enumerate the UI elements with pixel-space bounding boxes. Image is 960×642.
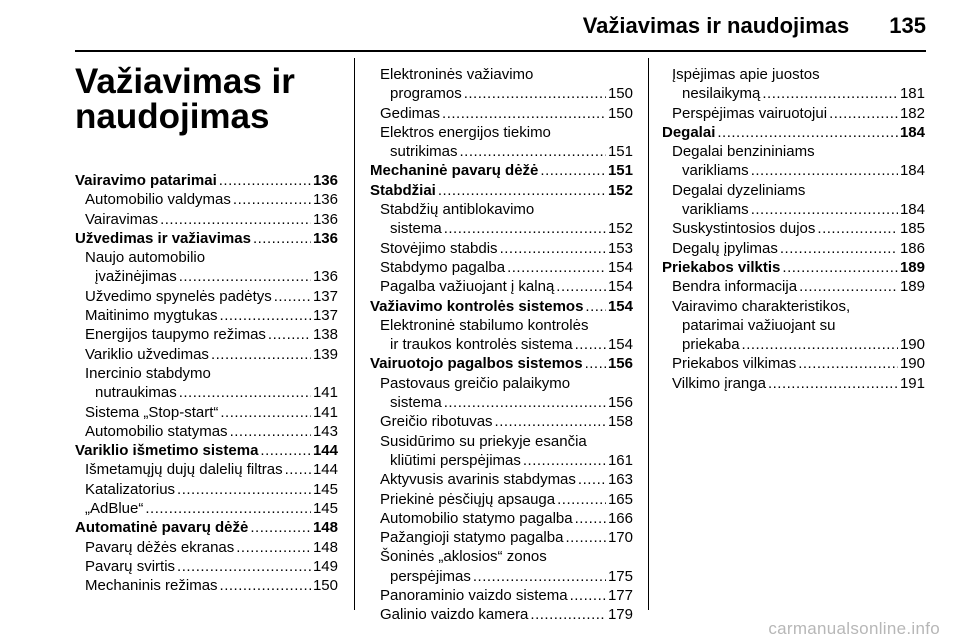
toc-entry-text: Įspėjimas apie juostos [672,66,820,83]
toc-entry-text: „AdBlue“ [85,500,144,518]
toc-entry-text: Automobilio valdymas [85,191,231,209]
toc-entry[interactable] [662,104,925,123]
toc-page-number: 143 [312,422,338,440]
toc-entry-multiline[interactable] [370,316,633,355]
toc-page-number: 151 [607,162,633,180]
toc-entry-text: Priekabos vilkimas [672,355,797,373]
toc-page-number: 154 [607,336,633,354]
toc-entry-multiline[interactable] [75,248,338,287]
toc-entry-text: sutrikimas [390,143,458,161]
toc-entry-text: Automobilio statymas [85,422,228,440]
dot-leader [220,576,311,595]
toc-page-number: 156 [607,355,633,373]
dot-leader [177,480,311,499]
toc-column-3 [662,65,925,393]
dot-leader [585,297,606,316]
toc-page-number: 175 [607,567,633,585]
toc-page-number: 150 [607,85,633,103]
column-divider [648,58,649,610]
toc-entry-text: Užvedimas ir važiavimas [75,229,251,247]
toc-entry-text: varikliams [682,162,749,180]
toc-entry-multiline[interactable] [370,200,633,239]
toc-page-number: 154 [607,297,633,315]
toc-page-number: 184 [899,201,925,219]
toc-entry-text: Sistema „Stop-start“ [85,403,219,421]
toc-entry-text: priekaba [682,336,740,354]
dot-leader [495,412,606,431]
dot-leader [717,123,898,142]
dot-leader [236,538,311,557]
toc-entry-multiline[interactable] [662,297,925,355]
toc-page-number: 148 [312,538,338,556]
toc-section-entry[interactable] [370,297,633,316]
toc-entry-text: Vairavimo patarimai [75,172,217,189]
dot-leader [578,470,606,489]
toc-entry[interactable] [75,403,338,422]
toc-page-number: 185 [899,220,925,238]
toc-entry-text: Stabdymo pagalba [380,258,506,276]
toc-page-number: 186 [899,239,925,257]
dot-leader [444,219,606,238]
toc-entry-last-line[interactable] [370,219,633,238]
toc-page-number: 150 [607,104,633,122]
dot-leader [285,460,311,479]
toc-section-entry[interactable] [75,441,338,460]
toc-entry-text: Stabdžių antiblokavimo [380,201,535,219]
toc-entry-text: sistema [390,220,442,238]
toc-entry-text: Pastovaus greičio palaikymo [380,374,571,392]
dot-leader [179,383,311,402]
toc-page-number: 182 [899,104,925,122]
dot-leader [219,171,311,190]
header-title: Važiavimas ir naudojimas [582,13,850,38]
dot-leader [442,104,606,123]
toc-entry[interactable] [370,412,633,431]
toc-entry-multiline[interactable] [370,547,633,586]
toc-page-number: 151 [607,143,633,161]
dot-leader [444,393,606,412]
dot-leader [274,287,311,306]
toc-entry-text: Panoraminio vaizdo sistema [380,587,568,605]
dot-leader [211,345,311,364]
dot-leader [253,229,311,248]
toc-entry-text: Užvedimo spynelės padėtys [85,287,272,305]
toc-entry-text: Priekabos vilktis [662,258,781,276]
toc-entry-text: Degalai benzininiams [672,143,815,161]
toc-page-number: 148 [312,519,338,537]
toc-entry-text: Greičio ribotuvas [380,413,493,431]
toc-section-entry[interactable] [370,181,633,200]
dot-leader [220,403,311,422]
toc-entry-text: Energijos taupymo režimas [85,326,266,344]
dot-leader [260,441,311,460]
toc-entry-text: Pavarų svirtis [85,557,176,575]
toc-entry-text: Naujo automobilio [85,249,206,267]
toc-entry-multiline[interactable] [370,65,633,104]
dot-leader [220,306,311,325]
toc-section-entry[interactable] [75,171,338,190]
toc-section-entry[interactable] [75,229,338,248]
toc-entry[interactable] [75,325,338,344]
toc-entry-last-line[interactable] [370,335,633,354]
toc-page-number: 136 [312,268,338,286]
toc-page-number: 189 [899,278,925,296]
toc-entry[interactable] [75,345,338,364]
toc-entry-multiline[interactable] [662,65,925,104]
toc-page-number: 136 [312,210,338,228]
dot-leader [523,451,606,470]
toc-entry[interactable] [370,509,633,528]
dot-leader [575,335,606,354]
toc-entry-text: patarimai važiuojant su [682,316,836,334]
dot-leader [145,499,311,518]
dot-leader [160,210,311,229]
toc-entry-text: Pažangioji statymo pagalba [380,529,564,547]
toc-page-number: 137 [312,307,338,325]
toc-entry-text: Katalizatorius [85,480,176,498]
toc-entry[interactable] [75,287,338,306]
toc-entry-multiline[interactable] [370,432,633,471]
toc-entry[interactable] [75,499,338,518]
dot-leader [540,161,606,180]
toc-entry-text: Mechaninis režimas [85,577,218,595]
toc-entry-text: Vairuotojo pagalbos sistemos [370,355,583,373]
dot-leader [177,557,311,576]
toc-section-entry[interactable] [662,258,925,277]
toc-page-number: 141 [312,403,338,421]
toc-entry-text: Stovėjimo stabdis [380,239,498,257]
toc-entry[interactable] [75,538,338,557]
toc-entry-last-line[interactable] [662,200,925,219]
dot-leader [762,84,898,103]
toc-page-number: 138 [312,326,338,344]
dot-leader [268,325,311,344]
toc-entry-text: programos [390,85,462,103]
toc-entry-text: Elektroninė stabilumo kontrolės [380,316,589,334]
toc-page-number: 141 [312,384,338,402]
column-divider [354,58,355,610]
watermark: carmanualsonline.info [768,619,940,638]
toc-entry[interactable] [662,374,925,393]
toc-page-number: 170 [607,529,633,547]
toc-page-number: 154 [607,278,633,296]
toc-page-number: 136 [312,229,338,247]
toc-page-number: 156 [607,394,633,412]
toc-entry-text: Maitinimo mygtukas [85,307,218,325]
dot-leader [817,219,898,238]
toc-page-number: 163 [607,471,633,489]
toc-entry[interactable] [662,277,925,296]
toc-page-number: 177 [607,587,633,605]
toc-entry[interactable] [75,306,338,325]
toc-entry-text: Automatinė pavarų dėžė [75,519,249,537]
toc-entry-last-line[interactable] [662,161,925,180]
toc-page-number: 161 [607,451,633,469]
dot-leader [575,509,606,528]
dot-leader [751,161,898,180]
toc-entry-multiline[interactable] [370,374,633,413]
dot-leader [799,277,898,296]
toc-entry-text: Variklio išmetimo sistema [75,442,259,460]
toc-entry[interactable] [370,258,633,277]
toc-entry-text: nesilaikymą [682,85,761,103]
toc-entry-text: Galinio vaizdo kamera [380,606,529,624]
dot-leader [250,518,311,537]
toc-page-number: 145 [312,500,338,518]
toc-entry-text: Automobilio statymo pagalba [380,509,573,527]
dot-leader [460,142,606,161]
toc-page-number: 184 [899,162,925,180]
toc-entry[interactable] [370,586,633,605]
toc-entry-text: Išmetamųjų dujų dalelių filtras [85,461,283,479]
toc-entry-text: Vilkimo įranga [672,374,766,392]
toc-entry-text: Elektroninės važiavimo [380,66,534,83]
toc-entry-text: Pavarų dėžės ekranas [85,538,235,556]
toc-page-number: 153 [607,239,633,257]
toc-entry[interactable] [75,190,338,209]
toc-entry-last-line[interactable] [370,567,633,586]
toc-page-number: 150 [312,577,338,595]
toc-page-number: 152 [607,220,633,238]
toc-entry-text: varikliams [682,201,749,219]
toc-page-number: 189 [899,258,925,276]
toc-entry-multiline[interactable] [75,364,338,403]
toc-entry[interactable] [370,239,633,258]
toc-page-number: 166 [607,509,633,527]
toc-entry-text: kliūtimi perspėjimas [390,451,521,469]
toc-entry-text: Važiavimo kontrolės sistemos [370,297,584,315]
toc-entry-last-line[interactable] [75,267,338,286]
toc-entry[interactable] [75,210,338,229]
toc-page-number: 136 [312,172,338,189]
dot-leader [570,586,606,605]
toc-entry-text: Šoninės „aklosios“ zonos [380,548,547,566]
toc-page-number: 144 [312,442,338,460]
toc-entry[interactable] [75,576,338,595]
toc-entry[interactable] [662,239,925,258]
toc-entry-text: Bendra informacija [672,278,798,296]
toc-entry-last-line[interactable] [75,383,338,402]
toc-page-number: 144 [312,461,338,479]
toc-entry[interactable] [662,354,925,373]
toc-entry-multiline[interactable] [662,142,925,181]
toc-entry-text: Suskystintosios dujos [672,220,816,238]
chapter-title: Važiavimas ir naudojimas [75,62,295,136]
toc-entry-text: Elektros energijos tiekimo [380,123,551,141]
toc-page-number: 190 [899,336,925,354]
dot-leader [230,422,311,441]
toc-entry-last-line[interactable] [662,335,925,354]
toc-entry-text: nutraukimas [95,384,177,402]
toc-entry[interactable] [370,528,633,547]
dot-leader [585,354,606,373]
toc-entry-text: sistema [390,394,442,412]
toc-entry-text: Vairavimas [85,210,159,228]
toc-page-number: 145 [312,480,338,498]
toc-page-number: 137 [312,287,338,305]
toc-column-2 [370,65,633,625]
toc-page-number: 139 [312,345,338,363]
toc-entry[interactable] [370,490,633,509]
toc-entry-text: ir traukos kontrolės sistema [390,336,573,354]
toc-entry-last-line[interactable] [662,84,925,103]
dot-leader [464,84,606,103]
dot-leader [507,258,606,277]
toc-section-entry[interactable] [75,518,338,537]
toc-page-number: 152 [607,181,633,199]
toc-entry-text: Vairavimo charakteristikos, [672,297,851,315]
toc-entry-text: Aktyvusis avarinis stabdymas [380,471,576,489]
toc-page-number: 136 [312,191,338,209]
toc-page-number: 184 [899,123,925,141]
toc-entry-text: Susidūrimo su priekyje esančia [380,432,587,450]
dot-leader [473,567,606,586]
toc-entry-text: Degalai dyzeliniams [672,181,806,199]
toc-page-number: 181 [899,85,925,103]
toc-page-number: 158 [607,413,633,431]
dot-leader [768,374,898,393]
dot-leader [782,258,898,277]
dot-leader [751,200,898,219]
toc-entry[interactable] [370,470,633,489]
toc-entry-multiline[interactable] [370,123,633,162]
toc-entry-text: Degalai [662,123,716,141]
toc-page-number: 154 [607,258,633,276]
dot-leader [438,181,606,200]
dot-leader [556,277,606,296]
toc-page-number: 191 [899,374,925,392]
toc-entry-text: Perspėjimas vairuotojui [672,104,828,122]
dot-leader [798,354,898,373]
dot-leader [500,239,606,258]
page-number: 135 [889,13,926,38]
page-header [75,8,926,44]
toc-entry-text: Degalų įpylimas [672,239,778,257]
toc-entry-text: Mechaninė pavarų dėžė [370,162,539,180]
dot-leader [179,267,311,286]
dot-leader [829,104,898,123]
dot-leader [565,528,606,547]
toc-entry-last-line[interactable] [370,393,633,412]
header-rule [75,50,926,52]
toc-column-1 [75,171,338,596]
toc-entry-text: Variklio užvedimas [85,345,209,363]
toc-entry-last-line[interactable] [370,84,633,103]
dot-leader [780,239,898,258]
toc-entry[interactable] [75,460,338,479]
toc-section-entry[interactable] [662,123,925,142]
dot-leader [557,490,606,509]
toc-entry-text: Inercinio stabdymo [85,364,211,382]
toc-entry[interactable] [75,480,338,499]
toc-entry-text: Priekinė pėsčiųjų apsauga [380,490,556,508]
toc-page-number: 149 [312,557,338,575]
toc-entry[interactable] [662,219,925,238]
toc-entry-text: Gedimas [380,104,441,122]
toc-entry-last-line[interactable] [370,142,633,161]
toc-entry[interactable] [370,104,633,123]
toc-entry-last-line[interactable] [370,451,633,470]
toc-page-number: 165 [607,490,633,508]
toc-section-entry[interactable] [370,354,633,373]
toc-entry[interactable] [75,422,338,441]
toc-entry-text: įvažinėjimas [95,268,177,286]
toc-entry-text: perspėjimas [390,567,471,585]
toc-entry[interactable] [75,557,338,576]
toc-entry-text: Pagalba važiuojant į kalną [380,278,555,296]
dot-leader [742,335,898,354]
toc-section-entry[interactable] [370,161,633,180]
toc-page-number: 179 [607,606,633,624]
toc-entry-text: Stabdžiai [370,181,436,199]
toc-entry-multiline[interactable] [662,181,925,220]
dot-leader [233,190,311,209]
toc-page-number: 190 [899,355,925,373]
toc-entry[interactable] [370,277,633,296]
